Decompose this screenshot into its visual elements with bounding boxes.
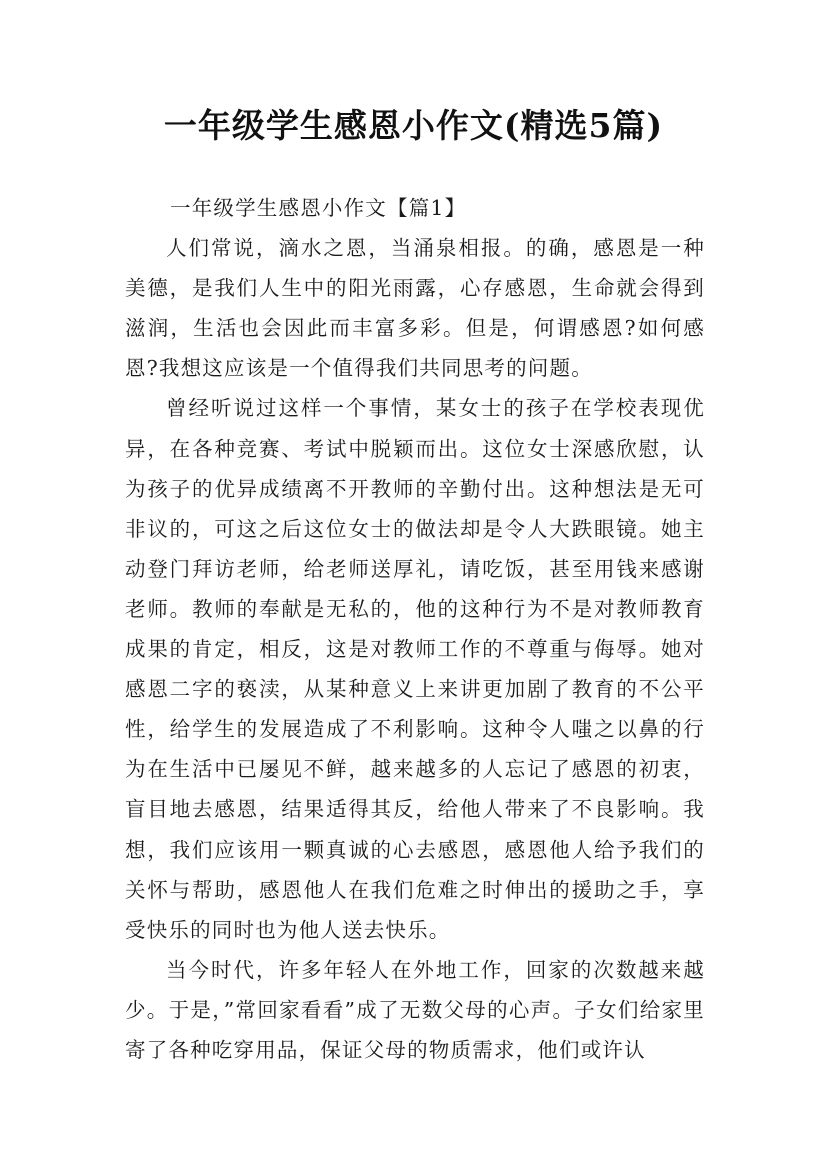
paragraph-2: 曾经听说过这样一个事情，某女士的孩子在学校表现优异，在各种竞赛、考试中脱颖而出。这位女士深感欣慰，认为孩子的优异成绩离不开教师的辛勤付出。这种想法是无可非议的，可这之后这位女士的做法却是令人大跌眼镜。她主动登门拜访老师，给老师送厚礼，请吃饭，甚至用钱来感谢老师。教师的奉献是无私的，他的这种行为不是对教师教育成果的肯定，相反，这是对教师工作的不尊重与侮辱。她对感恩二字的亵渎，从某种意义上来讲更加剧了教育的不公平性，给学生的发展造成了不利影响。这种令人嗤之以鼻的行为在生活中已屡见不鲜，越来越多的人忘记了感恩的初衷，盲目地去感恩，结果适得其反，给他人带来了不良影响。我想，我们应该用一颗真诚的心去感恩，感恩他人给予我们的关怀与帮助，感恩他人在我们危难之时伸出的援助之手，享受快乐的同时也为他人送去快乐。 bbox=[125, 396, 705, 942]
paragraph-1: 人们常说，滴水之恩，当涌泉相报。的确，感恩是一种美德，是我们人生中的阳光雨露，心存感恩，生命就会得到滋润，生活也会因此而丰富多彩。但是，何谓感恩?如何感恩?我想这应该是一个值得我们共同思考的问题。 bbox=[125, 236, 705, 381]
document-title: 一年级学生感恩小作文(精选5篇) bbox=[163, 106, 664, 145]
paragraph-3: 当今时代，许多年轻人在外地工作，回家的次数越来越少。于是，”常回家看看”成了无数父母的心声。子女们给家里寄了各种吃穿用品，保证父母的物质需求，他们或许认 bbox=[125, 957, 705, 1062]
section-heading: 一年级学生感恩小作文【篇1】 bbox=[170, 196, 467, 220]
document-body bbox=[125, 188, 705, 1070]
